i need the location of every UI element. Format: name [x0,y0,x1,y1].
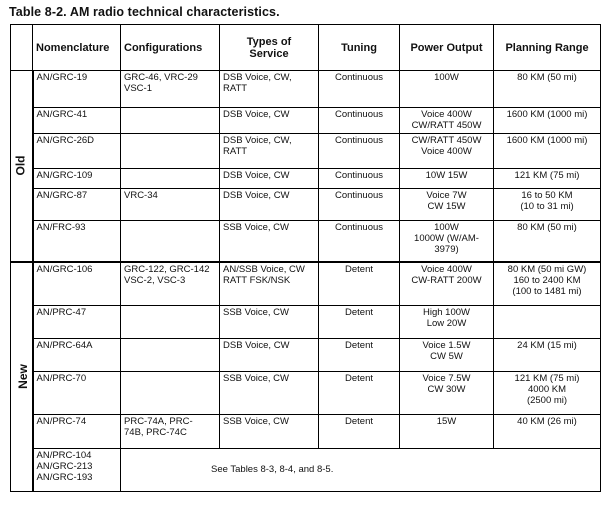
cell-nomenclature: AN/PRC-64A [33,339,121,372]
cell-service: DSB Voice, CW, RATT [220,71,319,108]
cell-service: SSB Voice, CW [220,414,319,448]
cell-tuning: Detent [319,414,400,448]
cell-configurations [121,169,220,189]
cell-nomenclature: AN/FRC-93 [33,220,121,262]
cell-configurations: PRC-74A, PRC- 74B, PRC-74C [121,414,220,448]
cell-range: 80 KM (50 mi) [494,71,601,108]
table-row [11,188,601,220]
header-nomenclature: Nomenclature [33,25,121,71]
table-row [11,108,601,134]
cell-nomenclature: AN/GRC-87 [33,188,121,220]
header-planning-range: Planning Range [494,25,601,71]
table-row [11,306,601,339]
cell-range: 40 KM (26 mi) [494,414,601,448]
table-row-last [11,448,601,491]
cell-nomenclature: AN/PRC-70 [33,372,121,414]
cell-nomenclature: AN/GRC-106 [33,262,121,305]
cell-configurations: GRC-46, VRC-29 VSC-1 [121,71,220,108]
cell-range: 121 KM (75 mi) [494,169,601,189]
cell-power: High 100W Low 20W [400,306,494,339]
table-row [11,71,601,108]
cell-nomenclature: AN/GRC-26D [33,133,121,168]
cell-configurations [121,372,220,414]
group-label-new [11,262,33,491]
cell-range [494,306,601,339]
cell-service: DSB Voice, CW [220,108,319,134]
cell-tuning: Continuous [319,169,400,189]
cell-power: Voice 7W CW 15W [400,188,494,220]
cell-tuning: Continuous [319,188,400,220]
cell-range: 24 KM (15 mi) [494,339,601,372]
cell-service: AN/SSB Voice, CW RATT FSK/NSK [220,262,319,305]
header-power-output: Power Output [400,25,494,71]
cell-configurations [121,108,220,134]
cell-power: CW/RATT 450W Voice 400W [400,133,494,168]
cell-nomenclature: AN/GRC-109 [33,169,121,189]
cell-nomenclature: AN/PRC-104 AN/GRC-213 AN/GRC-193 [33,448,121,491]
group-label-text: New [15,364,30,390]
cell-range: 16 to 50 KM (10 to 31 mi) [494,188,601,220]
cell-range: 121 KM (75 mi) 4000 KM (2500 mi) [494,372,601,414]
table-title: Table 8-2. AM radio technical characteristics. [9,5,280,19]
cell-power: 100W 1000W (W/AM- 3979) [400,220,494,262]
cell-tuning: Continuous [319,71,400,108]
table-row [11,262,601,305]
cell-power: 100W [400,71,494,108]
cell-configurations [121,306,220,339]
table-row [11,220,601,262]
header-tuning: Tuning [319,25,400,71]
cell-nomenclature: AN/PRC-47 [33,306,121,339]
cell-configurations [121,339,220,372]
cell-service: SSB Voice, CW [220,220,319,262]
header-types-of-service: Types of Service [220,25,319,71]
cell-tuning: Continuous [319,133,400,168]
table-row [11,372,601,414]
cell-nomenclature: AN/GRC-19 [33,71,121,108]
cell-service: SSB Voice, CW [220,306,319,339]
cell-nomenclature: AN/GRC-41 [33,108,121,134]
cell-configurations [121,133,220,168]
cell-power: Voice 1.5W CW 5W [400,339,494,372]
cell-service: DSB Voice, CW [220,188,319,220]
header-configurations: Configurations [121,25,220,71]
cell-tuning: Detent [319,306,400,339]
table-row [11,414,601,448]
cell-configurations: GRC-122, GRC-142 VSC-2, VSC-3 [121,262,220,305]
cell-tuning: Detent [319,262,400,305]
am-radio-table [10,24,601,492]
cell-nomenclature: AN/PRC-74 [33,414,121,448]
cell-tuning: Continuous [319,108,400,134]
cell-service: DSB Voice, CW [220,339,319,372]
cell-tuning: Continuous [319,220,400,262]
cell-range: 80 KM (50 mi) [494,220,601,262]
cell-power: 15W [400,414,494,448]
cell-tuning: Detent [319,339,400,372]
table-row [11,169,601,189]
cell-range: 80 KM (50 mi GW) 160 to 2400 KM (100 to 1481 mi) [494,262,601,305]
cell-power: Voice 400W CW/RATT 450W [400,108,494,134]
cell-power: 10W 15W [400,169,494,189]
cell-service: SSB Voice, CW [220,372,319,414]
cell-range: 1600 KM (1000 mi) [494,133,601,168]
table-row [11,339,601,372]
cell-configurations [121,220,220,262]
cell-power: Voice 400W CW-RATT 200W [400,262,494,305]
group-label-text: Old [13,155,28,176]
cell-service: DSB Voice, CW [220,169,319,189]
group-label-old [11,71,33,263]
cell-power: Voice 7.5W CW 30W [400,372,494,414]
cell-service: DSB Voice, CW, RATT [220,133,319,168]
cell-range: 1600 KM (1000 mi) [494,108,601,134]
cell-tuning: Detent [319,372,400,414]
cell-configurations: VRC-34 [121,188,220,220]
corner-cell [11,25,33,71]
table-row [11,133,601,168]
cross-reference-note: See Tables 8-3, 8-4, and 8-5. [121,448,601,491]
